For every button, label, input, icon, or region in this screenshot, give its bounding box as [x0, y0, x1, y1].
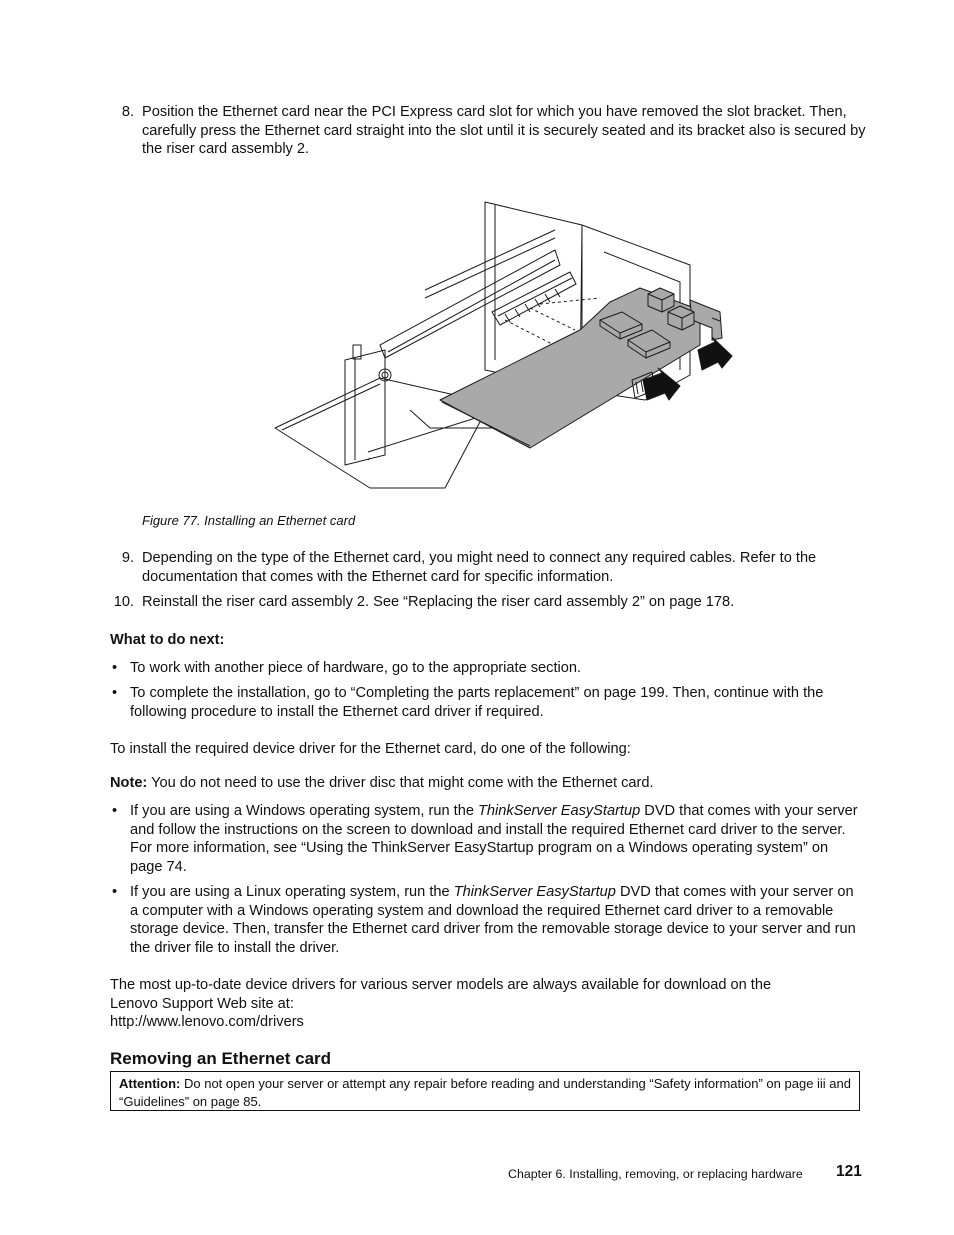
figure-caption: Figure 77. Installing an Ethernet card — [142, 513, 356, 528]
riser-plate-front — [345, 350, 385, 465]
windows-driver-instructions — [130, 802, 862, 876]
note-paragraph — [110, 774, 862, 793]
base-plate-edge — [282, 384, 380, 430]
windows-text-pre: If you are using a Windows operating system, run the — [130, 803, 478, 819]
next-bullet-1: To work with another piece of hardware, go to the appropriate section. — [130, 660, 582, 676]
bullet-icon: • — [112, 803, 118, 819]
step-number: 8. — [121, 104, 134, 120]
riser-frame-rail-2 — [425, 238, 555, 298]
page-number: 121 — [836, 1163, 862, 1180]
riser-card-trace — [388, 260, 555, 352]
riser-plate-bottom — [368, 415, 485, 460]
note-label: Note: — [110, 775, 148, 791]
step-9-text: Depending on the type of the Ethernet card, you might need to connect any required cables. Refer to the documentation that comes with the Ethernet card for specific information. — [142, 550, 817, 585]
driver-intro: To install the required device driver for the Ethernet card, do one of the following: — [110, 741, 631, 757]
what-to-do-next-heading: What to do next: — [110, 632, 225, 648]
product-name: ThinkServer EasyStartup — [453, 884, 616, 900]
step-8-text: Position the Ethernet card near the PCI Express card slot for which you have removed the slot bracket. Then, carefully press the Ethernet card straight into the slot until it is securely seated and its bracket also is secured by the riser card assembly 2. — [142, 104, 866, 158]
section-heading: Removing an Ethernet card — [110, 1049, 332, 1068]
step-number: 9. — [121, 550, 134, 566]
slot-pins — [498, 278, 572, 322]
product-name: ThinkServer EasyStartup — [478, 803, 641, 819]
linux-driver-instructions — [130, 883, 862, 957]
next-bullet-2: To complete the installation, go to “Completing the parts replacement” on page 199. Then, continue with the following procedure to install the Ethernet card driver if required. — [130, 685, 824, 720]
note-text: You do not need to use the driver disc that might come with the Ethernet card. — [147, 775, 654, 791]
footer-chapter: Chapter 6. Installing, removing, or replacing hardware — [508, 1167, 803, 1181]
pci-express-slot — [492, 272, 576, 325]
step-10-text: Reinstall the riser card assembly 2. See “Replacing the riser card assembly 2” on page 178. — [142, 594, 735, 610]
ethernet-card-installation-illustration — [260, 190, 740, 495]
step-number: 10. — [113, 594, 134, 610]
bullet-icon: • — [112, 660, 118, 676]
riser-frame-top-rail — [425, 230, 555, 290]
linux-text-post: DVD that comes with your server on a computer with a Windows operating system and download the required Ethernet card driver to a removable storage device. Then, transfer the Ethernet card driver from the removable storage device to your server and run the driver file to install the driver. — [130, 884, 856, 956]
attention-label: Attention: — [119, 1076, 181, 1091]
attention-box — [110, 1071, 860, 1111]
support-text-line-2: Lenovo Support Web site at: — [110, 996, 294, 1012]
attention-text: Do not open your server or attempt any repair before reading and understanding “Safety information” on page iii and “Guidelines” on page 85. — [119, 1076, 851, 1109]
insertion-arrow-2 — [698, 337, 732, 370]
windows-text-post: DVD that comes with your server and follow the instructions on the screen to download and install the required Ethernet card driver to the server. For more information, see “Using the ThinkServer EasyStartup program on a Windows operating system” on page 74. — [130, 803, 858, 875]
bullet-icon: • — [112, 685, 118, 701]
linux-text-pre: If you are using a Linux operating system, run the — [130, 884, 454, 900]
bullet-icon: • — [112, 884, 118, 900]
support-text-line-1: The most up-to-date device drivers for various server models are always available for download on the — [110, 977, 772, 993]
support-url-link[interactable]: http://www.lenovo.com/drivers — [110, 1014, 304, 1030]
